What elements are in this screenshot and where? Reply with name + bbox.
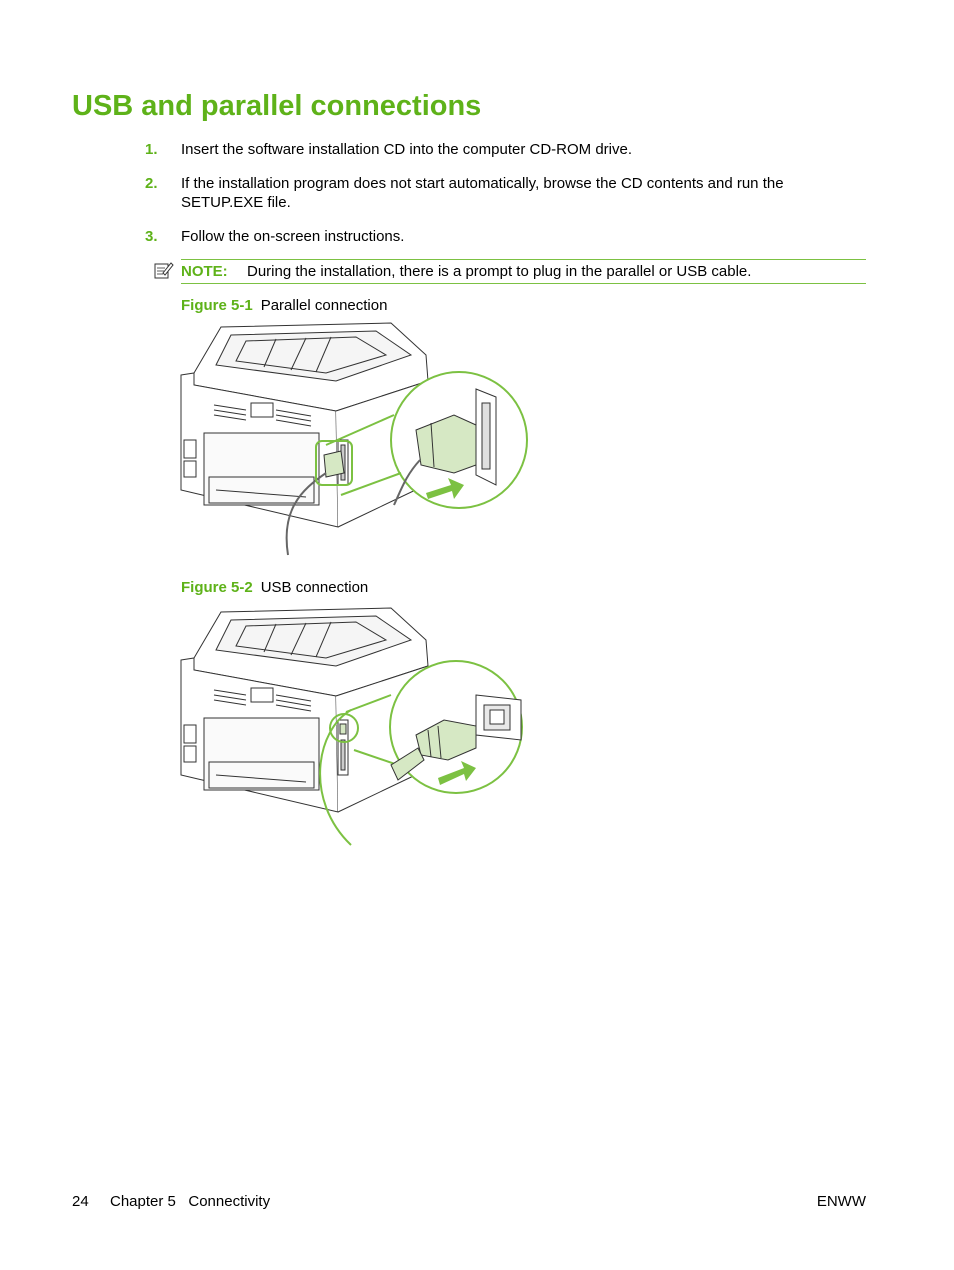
figure-title: Parallel connection	[260, 297, 388, 314]
footer-doc-id: ENWW	[816, 1193, 866, 1210]
step-number: 2.	[145, 175, 158, 192]
figure-caption	[181, 579, 368, 596]
footer-chapter: Chapter 5 Connectivity	[110, 1193, 271, 1210]
note-label: NOTE:	[181, 263, 228, 280]
figure-label: Figure 5-1	[181, 297, 253, 314]
figure-caption	[181, 297, 387, 314]
usb-connection-illustration	[176, 600, 536, 848]
parallel-connection-illustration	[176, 315, 536, 560]
page-title: USB and parallel connections	[72, 90, 482, 122]
step-text: Insert the software installation CD into the computer CD-ROM drive.	[181, 141, 633, 158]
figure-title: USB connection	[260, 579, 369, 596]
step-number: 1.	[145, 141, 158, 158]
footer-page-number: 24	[72, 1193, 89, 1210]
note-text: During the installation, there is a prompt to plug in the parallel or USB cable.	[247, 263, 752, 280]
step-number: 3.	[145, 228, 158, 245]
note-pencil-icon	[154, 261, 174, 279]
step-text: If the installation program does not start automatically, browse the CD contents and run the SETUP.EXE file.	[181, 175, 784, 211]
step-text: Follow the on-screen instructions.	[181, 228, 405, 245]
note-box	[181, 259, 866, 284]
figure-label: Figure 5-2	[181, 579, 253, 596]
